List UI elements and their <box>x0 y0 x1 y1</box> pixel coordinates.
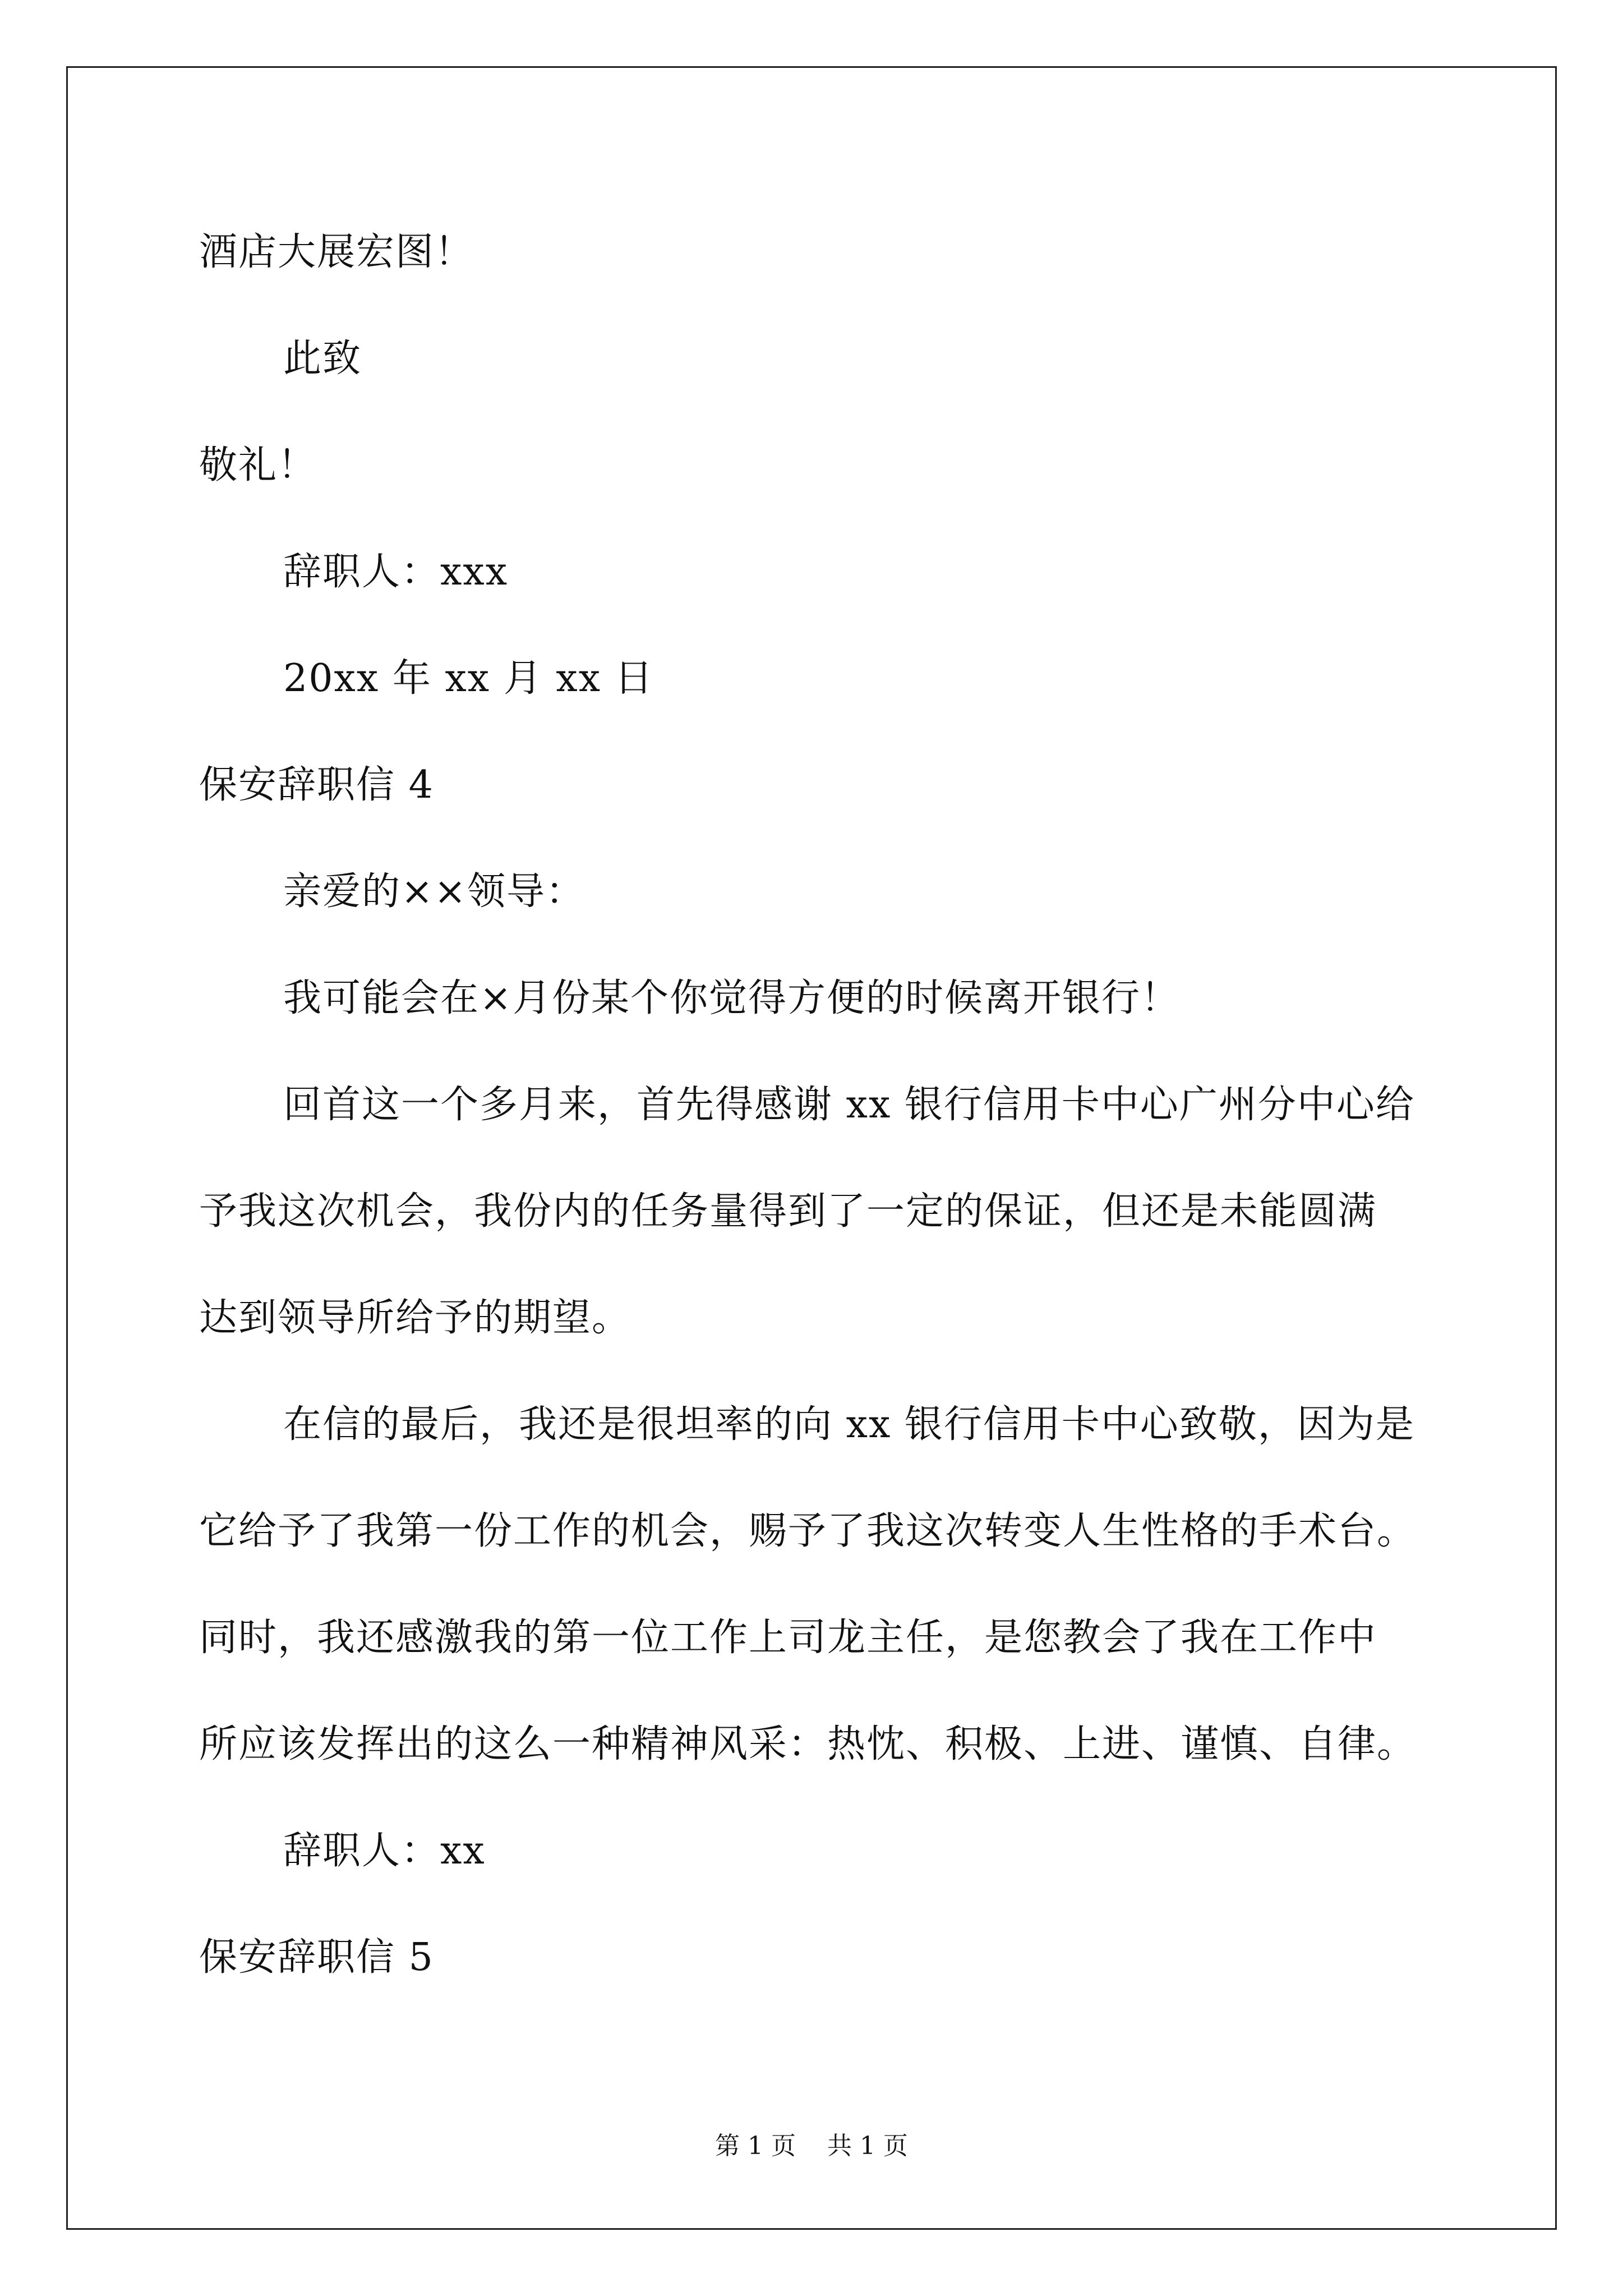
paragraph-line: 同时，我还感激我的第一位工作上司龙主任，是您教会了我在工作中 <box>199 1616 1377 1660</box>
paragraph-line: 予我这次机会，我份内的任务量得到了一定的保证，但还是未能圆满 <box>199 1189 1377 1234</box>
page-footer: 第 1 页 共 1 页 <box>715 2132 908 2160</box>
paragraph-line: 达到领导所给予的期望。 <box>199 1296 631 1340</box>
paragraph-line: 回首这一个多月来，首先得感谢 xx 银行信用卡中心广州分中心给 <box>283 1083 1415 1127</box>
section-heading-5: 保安辞职信 5 <box>199 1935 434 1980</box>
date-line: 20xx 年 xx 月 xx 日 <box>283 656 654 701</box>
signature-line: 辞职人：xx <box>283 1829 486 1873</box>
salutation-jingli: 敬礼！ <box>199 443 317 487</box>
paragraph-line: 在信的最后，我还是很坦率的向 xx 银行信用卡中心致敬，因为是 <box>283 1402 1415 1447</box>
signature-line: 辞职人：xxx <box>283 550 509 594</box>
paragraph-line: 它给予了我第一份工作的机会，赐予了我这次转变人生性格的手术台。 <box>199 1509 1417 1553</box>
page-border <box>66 66 1557 2230</box>
section-heading-4: 保安辞职信 4 <box>199 763 434 807</box>
paragraph-line: 所应该发挥出的这么一种精神风采：热忱、积极、上进、谨慎、自律。 <box>199 1722 1417 1766</box>
paragraph-line: 我可能会在×月份某个你觉得方便的时候离开银行！ <box>283 976 1180 1020</box>
closing-wish: 酒店大展宏图！ <box>199 230 474 274</box>
letter-greeting: 亲爱的××领导： <box>283 869 585 914</box>
salutation-cizhi: 此致 <box>283 337 362 381</box>
